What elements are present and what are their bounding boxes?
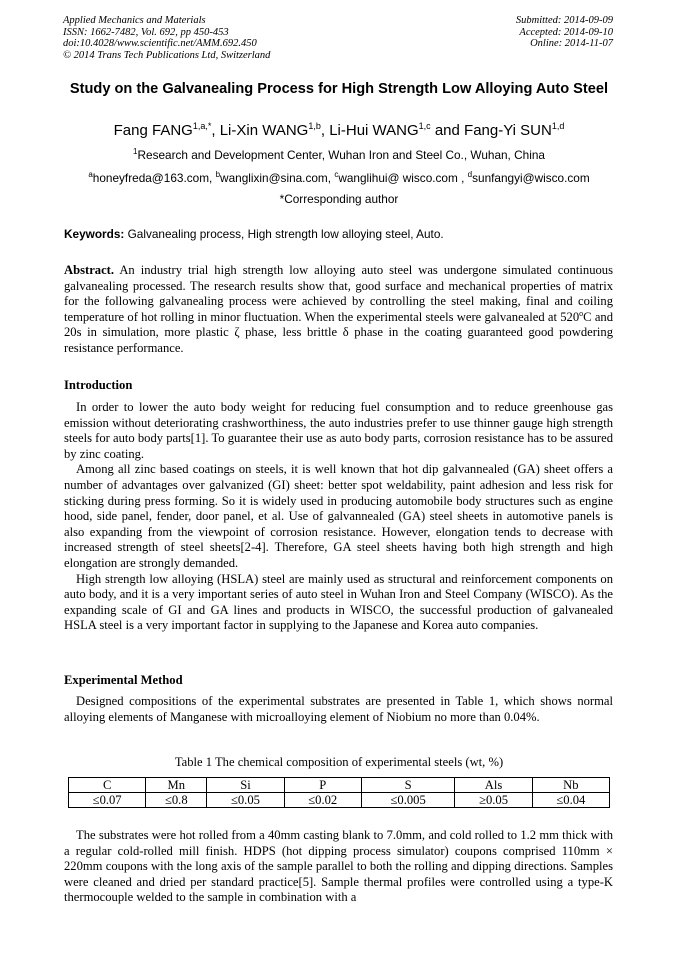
author-list <box>40 121 638 141</box>
table-header-cell: Mn <box>146 778 207 793</box>
table-header-cell: Nb <box>532 778 609 793</box>
table-caption: Table 1 The chemical composition of experimental steels (wt, %) <box>174 755 504 769</box>
table-cell: ≤0.8 <box>146 793 207 808</box>
copyright-line: © 2014 Trans Tech Publications Ltd, Switzerland <box>63 49 271 61</box>
author-name: Fang-Yi SUN <box>464 122 552 139</box>
table-cell: ≤0.07 <box>69 793 146 808</box>
email-mark: d <box>467 170 473 179</box>
keywords-label: Keywords: <box>64 227 125 241</box>
paragraph: In order to lower the auto body weight for reducing fuel consumption and to reduce greenhouse gas emission without deteriorating crashworthiness, the auto industries prefer to use thinner gauge high strength steels for auto body parts[1]. To guarantee their use as auto body parts, corrosion resistance has to be assured by zinc coating. <box>64 400 613 461</box>
submitted-date: Submitted: 2014-09-09 <box>515 15 613 26</box>
abstract-text-cont: C and 20s in simulation, more plastic ζ phase, less brittle δ phase in the coating guaranteed good powdering resistance performance. <box>64 309 614 355</box>
keywords <box>64 226 614 242</box>
keywords-text: Galvanealing process, High strength low alloying steel, Auto. <box>124 227 444 241</box>
affiliation-mark: 1 <box>133 147 138 156</box>
table-header-row <box>69 778 610 793</box>
email-address[interactable]: wanglixin@sina.com, <box>220 171 335 185</box>
table-cell: ≤0.04 <box>532 793 609 808</box>
email-address[interactable]: wanglihui@ wisco.com , <box>338 171 468 185</box>
table-cell: ≥0.05 <box>455 793 532 808</box>
author-name: Li-Hui WANG <box>329 122 419 139</box>
journal-info <box>63 15 270 61</box>
author-affiliation-mark: 1,d <box>551 121 565 131</box>
author-separator: , <box>320 122 330 139</box>
composition-table <box>68 777 610 808</box>
experimental-body-cont <box>64 828 613 906</box>
email-address[interactable]: sunfangyi@wisco.com <box>472 171 590 185</box>
table-cell: ≤0.05 <box>207 793 284 808</box>
experimental-heading: Experimental Method <box>64 673 183 687</box>
abstract-text: An industry trial high strength low alloying auto steel was undergone simulated continuous galvanealing processed. The research results show that, good surface and mechanical properties of matrix for the following galvanealing process were achieved by controlling the steel making, final and coiling temperature of hot rolling in minor fluctuation. When the experimental steels were galvanealed at 520 <box>64 263 613 324</box>
abstract <box>64 263 613 357</box>
paragraph: High strength low alloying (HSLA) steel are mainly used as structural and reinforcement components on auto body, and it is a very important series of auto steel in Wuhan Iron and Steel Company (WISCO). As the expanding scale of GI and GA lines and products in WISCO, the successful production of galvanealed HSLA steel is a very important factor in supplying to the Japanese and Korea auto companies. <box>64 571 613 633</box>
affiliation-text: Research and Development Center, Wuhan Iron and Steel Co., Wuhan, China <box>137 148 545 162</box>
corresponding-author-note: *Corresponding author <box>279 192 399 206</box>
email-address[interactable]: honeyfreda@163.com, <box>92 171 216 185</box>
doi-line: doi:10.4028/www.scientific.net/AMM.692.450 <box>63 38 257 50</box>
email-mark: b <box>215 170 221 179</box>
degree-mark: o <box>579 308 584 318</box>
table-header-cell: S <box>361 778 455 793</box>
experimental-body <box>64 694 613 725</box>
author-affiliation-mark: 1,c <box>418 121 431 131</box>
table-header-cell: Si <box>207 778 284 793</box>
email-list <box>40 170 638 186</box>
issn-line: ISSN: 1662-7482, Vol. 692, pp 450-453 <box>63 26 229 38</box>
paragraph: The substrates were hot rolled from a 40mm casting blank to 7.0mm, and cold rolled to 1.2 mm thick with a regular cold-rolled mill finish. HDPS (hot dipping process simulator) coupons comprised 110mm × 220mm coupons with the long axis of the sample parallel to both the rolling and dipping directions. Samples were cleaned and dried per standard practice[5]. Sample thermal profiles were controlled using a type-K thermocouple welded to the sample in combination with a <box>64 828 613 905</box>
author-separator: and <box>430 122 465 139</box>
table-header-cell: Als <box>455 778 532 793</box>
accepted-date: Accepted: 2014-09-10 <box>519 26 613 38</box>
email-mark: a <box>88 170 93 179</box>
introduction-heading: Introduction <box>64 378 133 392</box>
abstract-label: Abstract. <box>64 263 115 277</box>
publication-dates <box>516 15 613 50</box>
journal-name: Applied Mechanics and Materials <box>63 15 206 26</box>
table-cell: ≤0.02 <box>284 793 361 808</box>
author-name: Li-Xin WANG <box>219 122 309 139</box>
author-affiliation-mark: 1,a,* <box>192 121 212 131</box>
affiliation <box>40 147 638 163</box>
introduction-body <box>64 400 613 634</box>
paper-title: Study on the Galvanealing Process for High Strength Low Alloying Auto Steel <box>69 81 609 97</box>
author-name: Fang FANG <box>113 122 193 139</box>
author-separator: , <box>211 122 220 139</box>
table-header-cell: P <box>284 778 361 793</box>
table-header-cell: C <box>69 778 146 793</box>
paragraph: Designed compositions of the experimental substrates are presented in Table 1, which shows normal alloying elements of Manganese with microalloying element of Niobium no more than 0.04%. <box>64 694 613 724</box>
online-date: Online: 2014-11-07 <box>530 38 613 50</box>
email-mark: c <box>334 170 339 179</box>
table-row <box>69 793 610 808</box>
table-cell: ≤0.005 <box>361 793 455 808</box>
author-affiliation-mark: 1,b <box>308 121 321 131</box>
paragraph: Among all zinc based coatings on steels, it is well known that hot dip galvannealed (GA) sheet offers a number of advantages over galvanized (GI) sheet: better spot weldability, paint adhesion and less risk for sticking during press forming. So it is widely used in producing automobile body structures such as engine hood, side panel, fender, door panel, et al. Use of galvannealed (GA) steel sheets in automotive panels is also expanding from the viewpoint of corrosion resistance. However, elongation tends to decrease with increased strength of steel sheets[2-4]. Therefore, GA steel sheets having both high strength and high elongation are strongly demanded. <box>64 462 613 570</box>
